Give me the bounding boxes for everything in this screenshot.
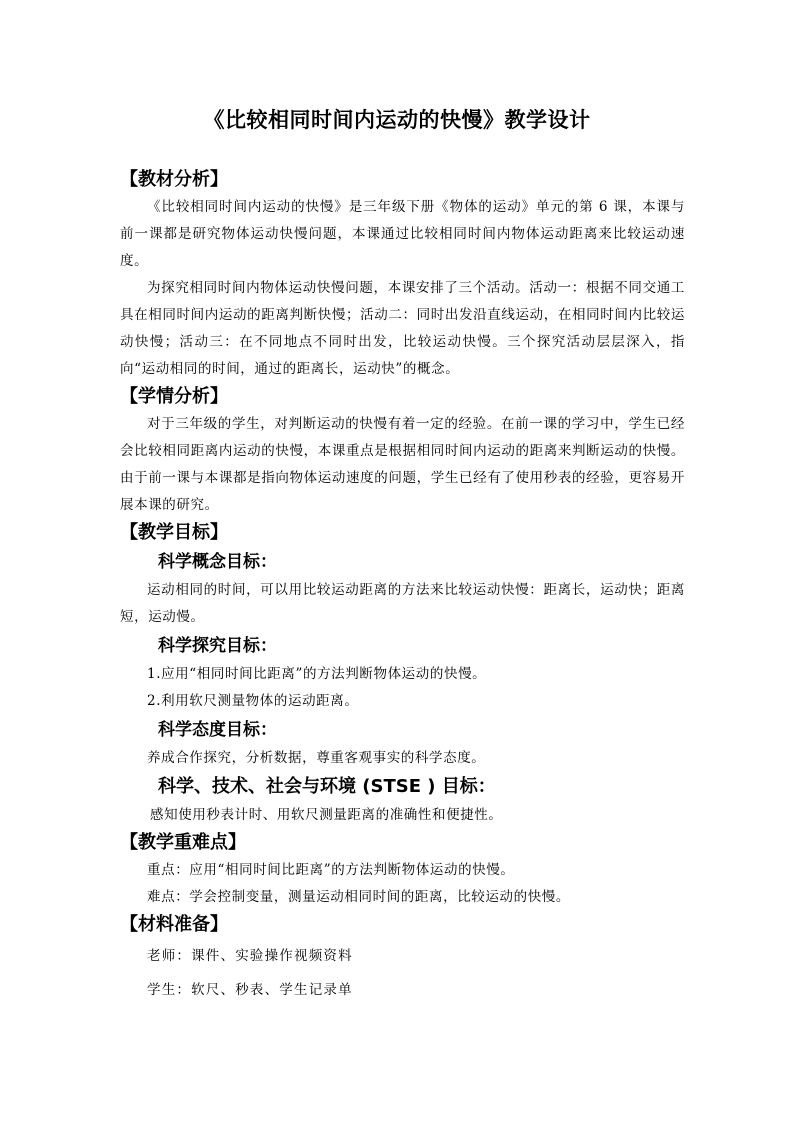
attitude-objective-title: 科学态度目标： bbox=[158, 720, 277, 740]
material-analysis-paragraph-2: 为探究相同时间内物体运动快慢问题，本课安排了三个活动。活动一：根据不同交通工具在相同时间内运动的距离判断快慢；活动二：同时出发沿直线运动，在相同时间内比较运动快慢；活动三：在不同地点不同时出发，比较运动快慢。三个探究活动层层深入，指向“运动相同的时间，通过的距离长，运动快”的概念。 bbox=[120, 280, 685, 377]
inquiry-objective-item: 1.应用“相同时间比距离”的方法判断物体运动的快慢。 bbox=[147, 666, 487, 682]
section-heading-student-analysis: 【学情分析】 bbox=[120, 386, 228, 407]
section-heading-objectives: 【教学目标】 bbox=[120, 522, 228, 543]
concept-objective-title: 科学概念目标： bbox=[158, 552, 277, 572]
document-body bbox=[120, 166, 685, 1007]
concept-objective-text: 运动相同的时间，可以用比较运动距离的方法来比较运动快慢：距离长，运动快；距离短，运动慢。 bbox=[120, 582, 685, 625]
stse-objective-text: 感知使用秒表计时、用软尺测量距离的准确性和便捷性。 bbox=[150, 807, 503, 823]
student-materials-text: 学生：软尺、秒表、学生记录单 bbox=[147, 982, 353, 998]
teacher-materials-text: 老师：课件、实验操作视频资料 bbox=[147, 948, 353, 964]
section-heading-materials: 【材料准备】 bbox=[120, 914, 228, 935]
stse-objective-title: 科学、技术、社会与环境 (STSE ) 目标： bbox=[158, 776, 496, 797]
section-heading-material-analysis: 【教材分析】 bbox=[120, 169, 228, 190]
difficult-point-text: 难点：学会控制变量，测量运动相同时间的距离，比较运动的快慢。 bbox=[147, 889, 570, 905]
inquiry-objective-item: 2.利用软尺测量物体的运动距离。 bbox=[147, 693, 359, 709]
inquiry-objective-title: 科学探究目标： bbox=[158, 636, 277, 656]
material-analysis-paragraph-1: 《比较相同时间内运动的快慢》是三年级下册《物体的运动》单元的第 6 课，本课与前一课都是研究物体运动快慢问题，本课通过比较相同时间内物体运动距离来比较运动速度。 bbox=[120, 199, 685, 269]
document-title: 《比较相同时间内运动的快慢》教学设计 bbox=[203, 108, 591, 132]
student-analysis-paragraph: 对于三年级的学生，对判断运动的快慢有着一定的经验。在前一课的学习中，学生已经会比较相同距离内运动的快慢，本课重点是根据相同时间内运动的距离来判断运动的快慢。由于前一课与本课都是指向物体运动速度的问题，学生已经有了使用秒表的经验，更容易开展本课的研究。 bbox=[120, 416, 685, 513]
section-heading-key-points: 【教学重难点】 bbox=[120, 832, 246, 853]
attitude-objective-text: 养成合作探究，分析数据，尊重客观事实的科学态度。 bbox=[147, 750, 486, 766]
key-point-text: 重点：应用“相同时间比距离”的方法判断物体运动的快慢。 bbox=[147, 862, 515, 878]
